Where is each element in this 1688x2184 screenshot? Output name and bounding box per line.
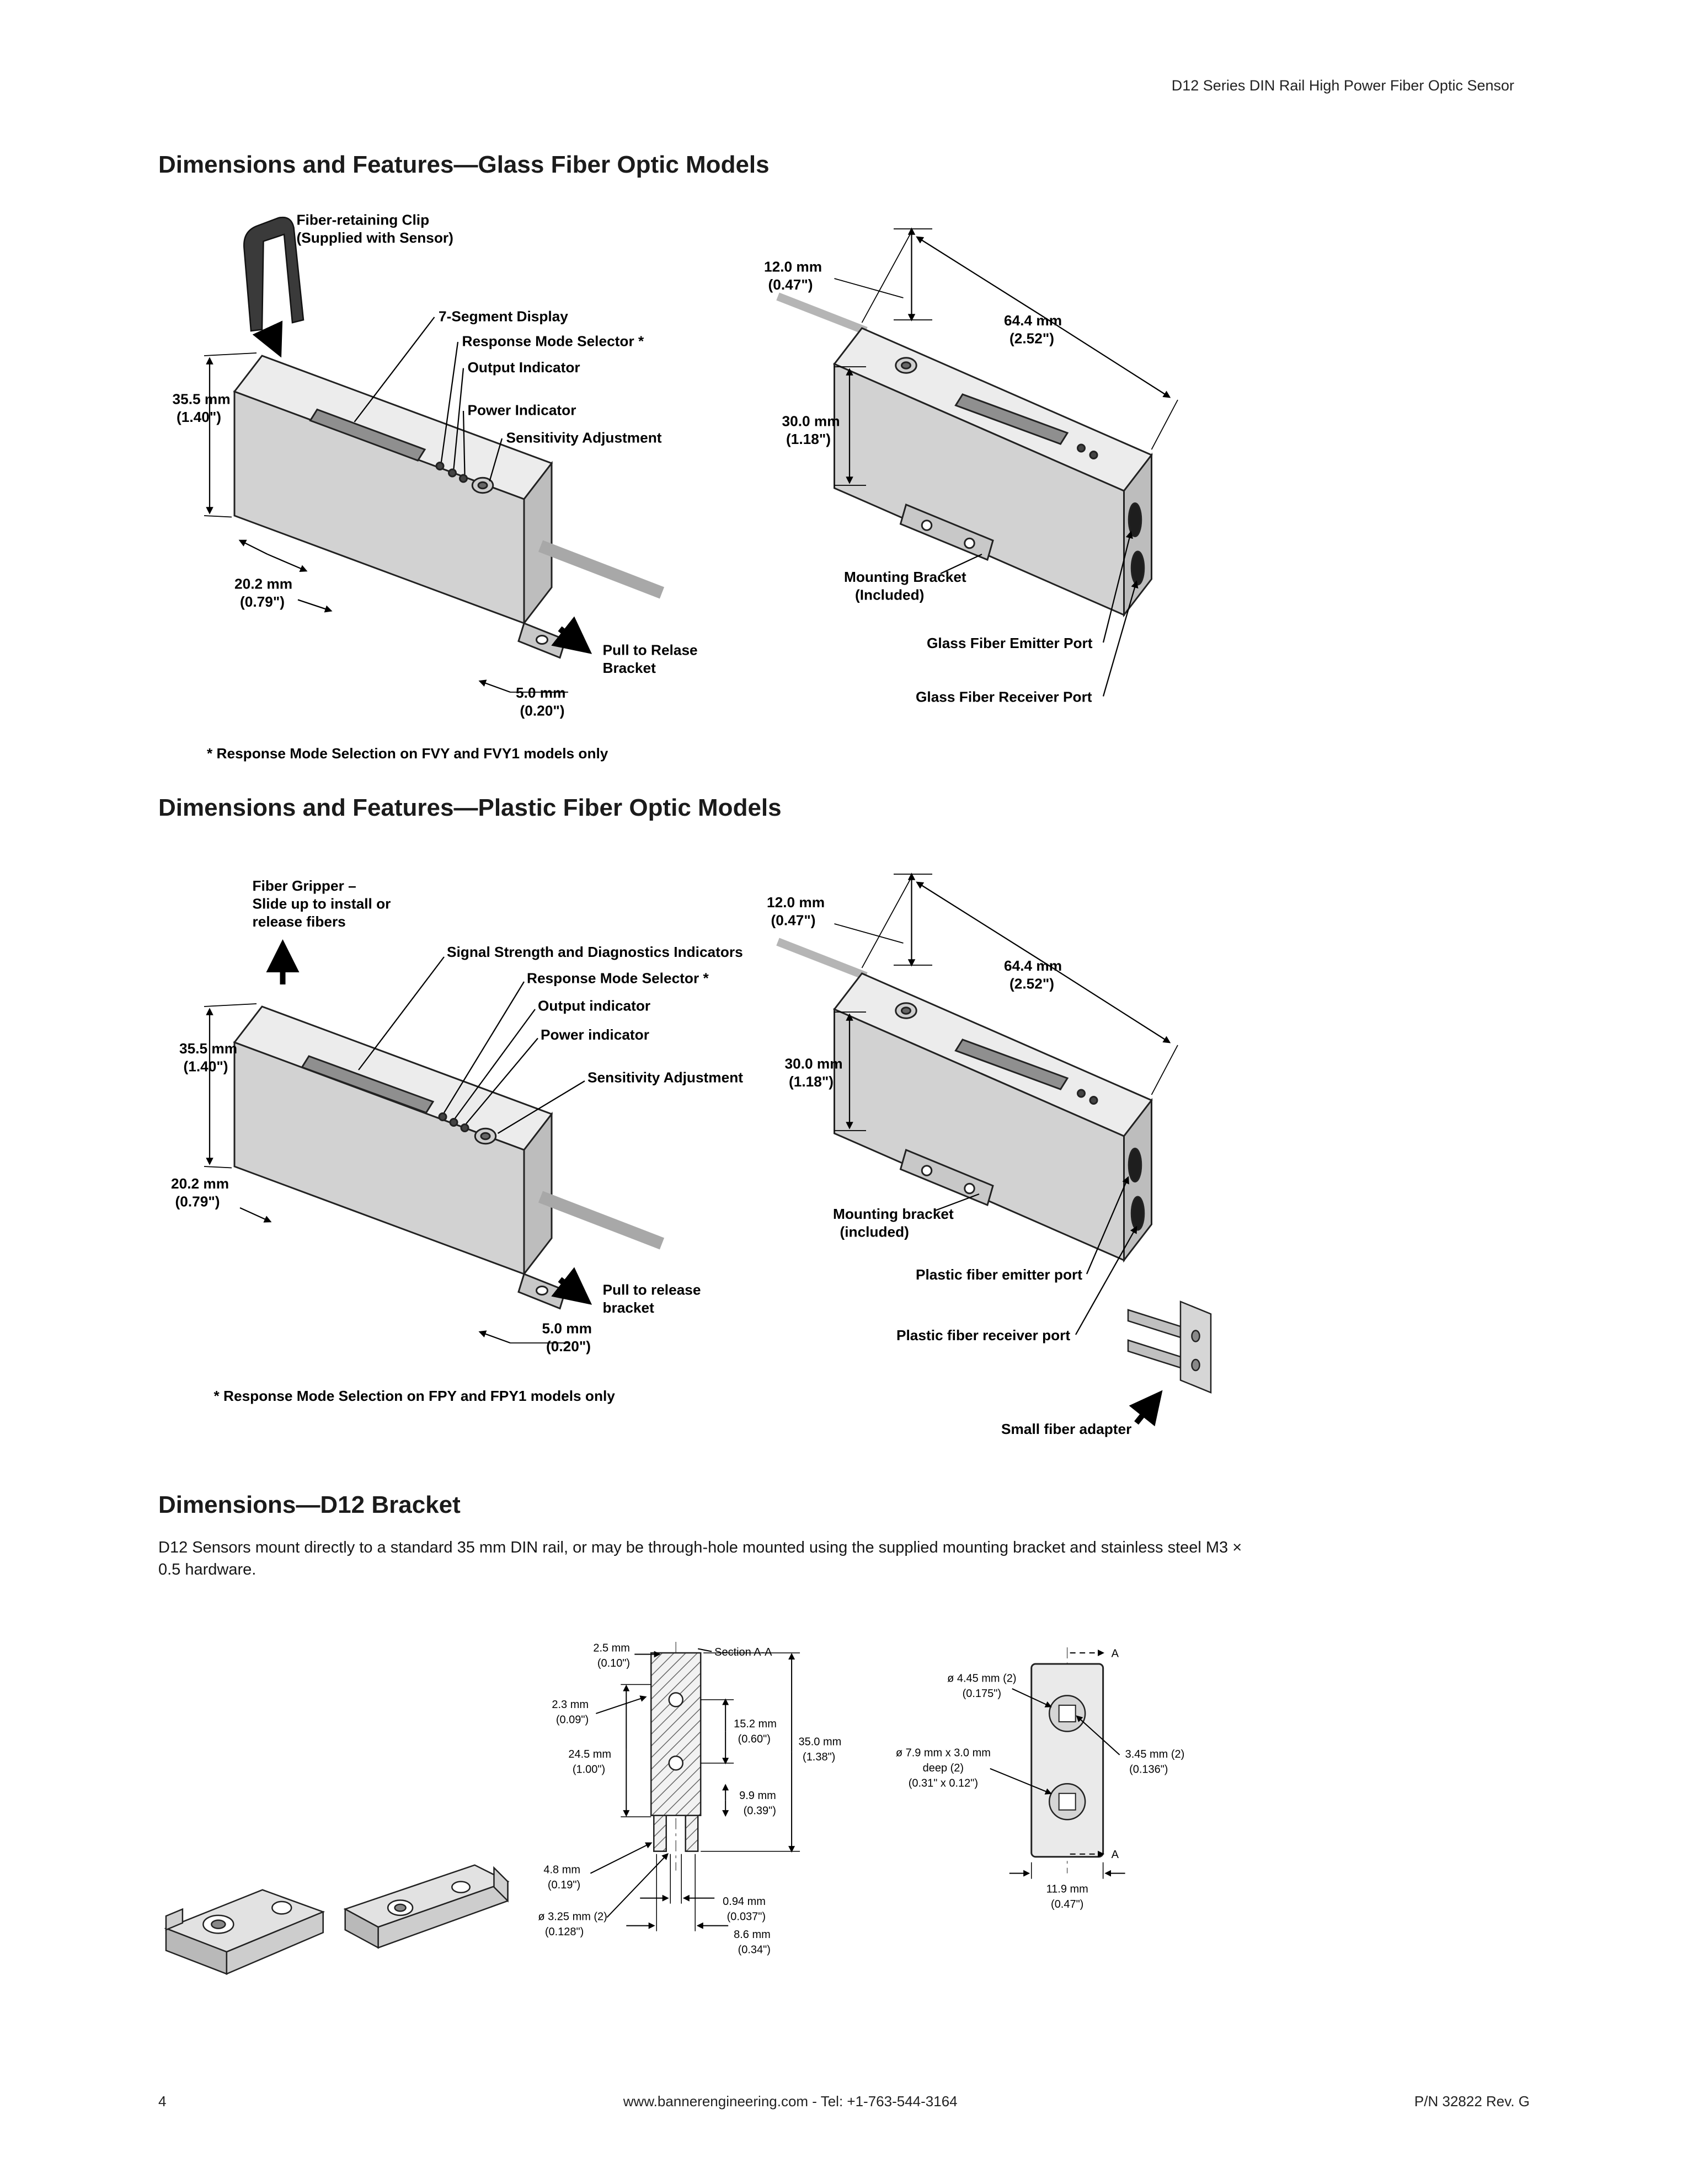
plastic-right-view (767, 874, 1211, 1437)
svg-text:(0.47"): (0.47") (1051, 1898, 1084, 1911)
bracket-diagram (154, 1634, 1534, 1999)
svg-text:(0.20"): (0.20") (520, 702, 565, 719)
label-glass-receiver-port: Glass Fiber Receiver Port (916, 688, 1092, 705)
adapter-arrow (1136, 1395, 1158, 1423)
small-fiber-adapter (1128, 1302, 1211, 1393)
output-indicator-dot (449, 469, 456, 477)
glass-diagram (154, 199, 1534, 767)
dim-2-3: 2.3 mm (552, 1698, 589, 1711)
dim-5-0: 5.0 mm (542, 1320, 592, 1337)
glass-section-title: Dimensions and Features—Glass Fiber Optic Models (158, 151, 770, 178)
svg-text:(0.79"): (0.79") (240, 593, 285, 610)
label-plastic-receiver-port: Plastic fiber receiver port (896, 1327, 1071, 1343)
power-indicator-dot (460, 475, 467, 482)
dim-20-2: 20.2 mm (171, 1175, 229, 1192)
dim-35-5: 35.5 mm (179, 1040, 238, 1057)
clip-insert-arrow (270, 334, 279, 352)
label-7-segment-display: 7-Segment Display (439, 308, 568, 325)
label-signal-strength: Signal Strength and Diagnostics Indicators (447, 944, 743, 960)
svg-text:(0.60"): (0.60") (738, 1733, 771, 1746)
label-pull-to-release: Pull to Relase (602, 641, 698, 659)
glass-right-view (764, 229, 1178, 705)
label-fiber-retaining-clip: Fiber-retaining Clip (296, 211, 430, 228)
dim-64-4: 64.4 mm (1004, 957, 1062, 974)
glass-left-view (173, 212, 698, 762)
label-small-fiber-adapter: Small fiber adapter (1001, 1421, 1132, 1437)
sensor-cable (541, 1197, 662, 1244)
plastic-left-view (171, 877, 743, 1404)
dim-15-2: 15.2 mm (734, 1717, 777, 1730)
dim-12-0: 12.0 mm (764, 258, 822, 275)
glass-fiber-cable (778, 297, 866, 331)
dim-8-6: 8.6 mm (734, 1929, 771, 1941)
svg-text:(0.19"): (0.19") (547, 1879, 581, 1892)
plastic-fiber-cable (778, 942, 866, 977)
dim-5-0: 5.0 mm (516, 684, 566, 701)
dim-35-5: 35.5 mm (172, 390, 231, 408)
bracket-section-title: Dimensions—D12 Bracket (158, 1491, 461, 1518)
svg-text:(0.31" x 0.12"): (0.31" x 0.12") (908, 1777, 979, 1790)
plastic-diagram (154, 844, 1534, 1450)
svg-text:(1.40"): (1.40") (177, 409, 222, 425)
svg-text:(2.52"): (2.52") (1009, 330, 1055, 347)
dim-2-5: 2.5 mm (593, 1642, 630, 1655)
power-indicator-dot (461, 1125, 468, 1132)
page-footer (158, 2093, 1530, 2110)
svg-text:(Included): (Included) (855, 586, 925, 603)
svg-text:(0.09"): (0.09") (555, 1714, 589, 1726)
svg-text:Slide up to install or: Slide up to install or (252, 895, 391, 912)
dim-24-5: 24.5 mm (568, 1748, 612, 1760)
plastic-left-sensor-body (234, 1007, 662, 1309)
label-sensitivity-adjustment: Sensitivity Adjustment (587, 1069, 743, 1086)
label-power-indicator: Power indicator (541, 1026, 649, 1043)
label-glass-emitter-port: Glass Fiber Emitter Port (927, 635, 1093, 651)
label-fiber-gripper: Fiber Gripper – (252, 877, 356, 894)
response-selector-dot (436, 463, 444, 470)
label-sensitivity-adjustment: Sensitivity Adjustment (506, 429, 662, 446)
dim-4-8: 4.8 mm (543, 1864, 580, 1876)
label-mounting-bracket: Mounting Bracket (844, 569, 966, 585)
svg-text:(0.79"): (0.79") (175, 1193, 220, 1210)
output-indicator-dot (450, 1119, 457, 1126)
dim-64-4: 64.4 mm (1004, 312, 1062, 329)
dim-35-0: 35.0 mm (798, 1736, 842, 1748)
svg-text:(0.47"): (0.47") (771, 912, 816, 929)
page-number: 4 (158, 2093, 167, 2110)
plastic-section-title: Dimensions and Features—Plastic Fiber Optic Models (158, 794, 782, 821)
fiber-retaining-clip (244, 217, 303, 331)
bracket-isometric-right (345, 1865, 508, 1948)
dim-0-94: 0.94 mm (723, 1896, 766, 1908)
svg-text:(1.18"): (1.18") (789, 1073, 834, 1090)
svg-text:deep (2): deep (2) (922, 1762, 964, 1774)
plastic-fiber-receiver-port (1131, 1197, 1144, 1230)
svg-text:(0.175"): (0.175") (962, 1687, 1001, 1700)
bracket-isometric-left (166, 1890, 323, 1974)
label-output-indicator: Output Indicator (467, 359, 580, 376)
glass-fiber-receiver-port (1131, 552, 1144, 585)
label-mounting-bracket: Mounting bracket (833, 1206, 954, 1222)
svg-text:(0.47"): (0.47") (768, 276, 813, 293)
label-power-indicator: Power Indicator (467, 402, 576, 419)
svg-text:(included): (included) (840, 1223, 909, 1240)
dim-30-0: 30.0 mm (784, 1055, 843, 1072)
label-response-mode-selector: Response Mode Selector * (527, 970, 709, 987)
dim-3-45: 3.45 mm (2) (1125, 1748, 1185, 1760)
svg-text:(0.10"): (0.10") (597, 1657, 631, 1669)
footer-part-number: P/N 32822 Rev. G (1414, 2093, 1530, 2110)
dim-12-0: 12.0 mm (767, 894, 825, 911)
svg-text:(0.128"): (0.128") (544, 1926, 584, 1939)
label-response-mode-selector: Response Mode Selector * (462, 333, 644, 350)
footer-contact: www.bannerengineering.com - Tel: +1-763-544-3164 (623, 2093, 958, 2110)
svg-text:(1.18"): (1.18") (786, 431, 831, 447)
dim-9-9: 9.9 mm (739, 1789, 776, 1802)
section-aa-view (590, 1642, 800, 1931)
dim-7-9: ø 7.9 mm x 3.0 mm (895, 1747, 991, 1759)
bracket-body-text: D12 Sensors mount directly to a standard 35 mm DIN rail, or may be through-hole mounted using the supplied mounting bracket and stainless steel M3 × 0.5 hardware. (158, 1539, 1242, 1578)
dim-3-25: ø 3.25 mm (2) (538, 1910, 607, 1923)
svg-text:(1.40"): (1.40") (183, 1058, 228, 1075)
svg-text:(0.037"): (0.037") (727, 1910, 766, 1923)
plastic-footnote: * Response Mode Selection on FPY and FPY1 models only (213, 1388, 615, 1404)
section-arrow-a-bottom: A (1111, 1849, 1119, 1861)
label-section-aa: Section A-A (714, 1646, 772, 1658)
glass-left-sensor-body (234, 356, 662, 658)
svg-text:(1.38"): (1.38") (803, 1751, 836, 1763)
dim-30-0: 30.0 mm (782, 413, 840, 430)
sensor-cable (541, 546, 662, 593)
svg-text:(0.34"): (0.34") (738, 1944, 771, 1956)
label-pull-to-release: Pull to release (602, 1281, 701, 1298)
svg-text:bracket: bracket (602, 1299, 654, 1316)
svg-text:(0.20"): (0.20") (546, 1338, 591, 1355)
svg-text:(0.39"): (0.39") (743, 1805, 776, 1817)
svg-text:release fibers: release fibers (252, 913, 346, 930)
svg-text:(Supplied with Sensor): (Supplied with Sensor) (296, 229, 453, 246)
svg-text:(0.136"): (0.136") (1129, 1763, 1168, 1776)
dim-11-9: 11.9 mm (1046, 1883, 1088, 1896)
svg-text:(2.52"): (2.52") (1009, 975, 1055, 992)
plastic-fiber-emitter-port (1129, 1149, 1141, 1182)
dim-20-2: 20.2 mm (234, 575, 293, 592)
label-output-indicator: Output indicator (538, 997, 651, 1014)
svg-text:(1.00"): (1.00") (572, 1763, 606, 1776)
glass-footnote: * Response Mode Selection on FVY and FVY1 models only (207, 745, 608, 762)
dim-4-45: ø 4.45 mm (2) (947, 1672, 1017, 1685)
document-header: D12 Series DIN Rail High Power Fiber Optic Sensor (1171, 77, 1514, 94)
glass-fiber-emitter-port (1129, 504, 1141, 537)
section-arrow-a-top: A (1111, 1647, 1119, 1660)
svg-text:Bracket: Bracket (602, 660, 656, 676)
label-plastic-emitter-port: Plastic fiber emitter port (916, 1266, 1082, 1283)
response-selector-dot (439, 1114, 446, 1121)
